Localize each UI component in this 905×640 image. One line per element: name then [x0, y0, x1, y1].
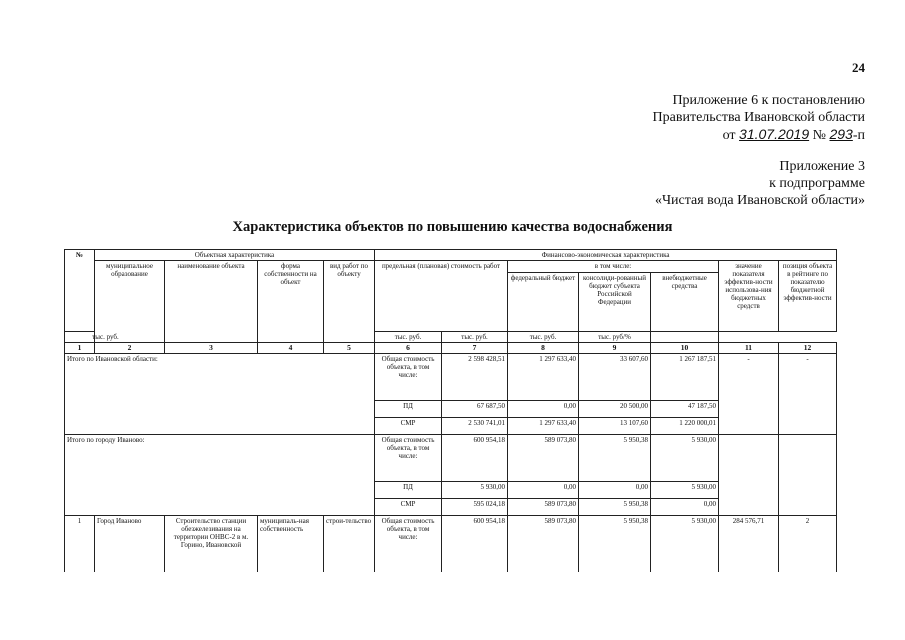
rating-header: позиция объекта в рейтинге по показателю бюджетной эффектив-ности: [779, 261, 837, 332]
col-num-6: 6: [375, 343, 442, 354]
indicator-cell: 284 576,71: [719, 516, 779, 573]
ownership-header: форма собственности на объект: [258, 261, 324, 343]
work-type-cell: Общая стоимость объекта, в том числе:: [375, 516, 442, 573]
cost-cell: 2 530 741,01: [442, 418, 508, 435]
financial-characteristic-header: Финансово-экономическая характеристика: [375, 250, 837, 261]
federal-budget-header: федеральный бюджет: [508, 273, 579, 332]
col-num-4: 4: [258, 343, 324, 354]
document-title: Характеристика объектов по повышению качества водоснабжения: [232, 219, 673, 235]
ownership-cell: муниципаль-ная собственность: [258, 516, 324, 573]
consolidated-cell: 5 950,38: [579, 499, 651, 516]
handwritten-number: 293: [829, 126, 853, 142]
cost-cell: 595 024,18: [442, 499, 508, 516]
table-header-row-1: [65, 250, 837, 261]
offbudget-header: внебюджетные средства: [651, 273, 719, 332]
col-num-1: 1: [65, 343, 95, 354]
consolidated-cell: 5 950,38: [579, 516, 651, 573]
col-num-9: 9: [579, 343, 651, 354]
city-total-label: Итого по городу Иваново:: [65, 435, 375, 516]
cost-cell: 5 930,00: [442, 482, 508, 499]
cost-cell: 600 954,18: [442, 516, 508, 573]
date-prefix: от: [722, 128, 736, 143]
work-kind-cell: строи-тельство: [324, 516, 375, 573]
appendix6-date-line: [653, 126, 865, 144]
object-characteristic-header: Объектная характеристика: [95, 250, 375, 261]
cost-header: предельная (плановая) стоимость работ: [375, 261, 508, 332]
appendix3-line1: Приложение 3: [779, 159, 865, 174]
cost-cell: 2 598 428,51: [442, 354, 508, 401]
col-num-11: 11: [719, 343, 779, 354]
including-header: в том числе:: [508, 261, 719, 273]
offbudget-cell: 0,00: [651, 499, 719, 516]
consolidated-cell: 33 607,60: [579, 354, 651, 401]
col-num-12: 12: [779, 343, 837, 354]
appendix3-line2: к подпрограмме: [769, 176, 865, 191]
consolidated-cell: 13 107,60: [579, 418, 651, 435]
appendix6-line2: Правительства Ивановской области: [652, 110, 865, 125]
col-num-10: 10: [651, 343, 719, 354]
federal-cell: 589 073,80: [508, 435, 579, 482]
municipal-cell: Город Иваново: [95, 516, 165, 573]
offbudget-cell: 5 930,00: [651, 435, 719, 482]
cost-cell: 600 954,18: [442, 435, 508, 482]
table-row: [65, 354, 837, 401]
appendix-3-header: [655, 158, 865, 209]
federal-cell: 0,00: [508, 401, 579, 418]
rating-cell: -: [779, 354, 837, 435]
work-type-cell: ПД: [375, 401, 442, 418]
objects-table: [64, 249, 837, 572]
municipal-header: муниципальное образование: [95, 261, 165, 343]
rating-cell: [779, 435, 837, 516]
indicator-cell: -: [719, 354, 779, 435]
unit-federal: тыс. руб.: [375, 332, 442, 343]
table-row: [65, 516, 837, 573]
offbudget-cell: 1 267 187,51: [651, 354, 719, 401]
table-header-row-2: [65, 261, 837, 273]
cost-cell: 67 687,50: [442, 401, 508, 418]
consolidated-cell: 20 500,00: [579, 401, 651, 418]
col-num-8: 8: [508, 343, 579, 354]
offbudget-cell: 5 930,00: [651, 516, 719, 573]
unit-offbudget: тыс. руб.: [508, 332, 579, 343]
indicator-header: значение показателя эффектив-ности использова-ния бюджетных средств: [719, 261, 779, 332]
number-prefix: №: [812, 128, 826, 143]
table-row: [65, 435, 837, 482]
indicator-cell: [719, 435, 779, 516]
work-type-header: вид работ по объекту: [324, 261, 375, 343]
unit-cost: тыс. руб.: [65, 332, 165, 343]
federal-cell: 589 073,80: [508, 499, 579, 516]
work-type-cell: СМР: [375, 418, 442, 435]
federal-cell: 1 297 633,40: [508, 354, 579, 401]
col-num-5: 5: [324, 343, 375, 354]
consolidated-cell: 0,00: [579, 482, 651, 499]
col-num-2: 2: [95, 343, 165, 354]
handwritten-date: 31.07.2019: [739, 126, 810, 142]
number-suffix: -п: [852, 128, 865, 143]
federal-cell: 0,00: [508, 482, 579, 499]
work-type-cell: ПД: [375, 482, 442, 499]
item-no-cell: 1: [65, 516, 95, 573]
object-name-cell: Строительство станции обезжелезивания на территории ОНВС-2 в м. Горино, Ивановской: [165, 516, 258, 573]
federal-cell: 589 073,80: [508, 516, 579, 573]
col-num-3: 3: [165, 343, 258, 354]
work-type-cell: СМР: [375, 499, 442, 516]
offbudget-cell: 47 187,50: [651, 401, 719, 418]
federal-cell: 1 297 633,40: [508, 418, 579, 435]
work-type-cell: Общая стоимость объекта, в том числе:: [375, 354, 442, 401]
work-type-cell: Общая стоимость объекта, в том числе:: [375, 435, 442, 482]
object-name-header: наименование объекта: [165, 261, 258, 343]
offbudget-cell: 1 220 000,01: [651, 418, 719, 435]
col-no-header: №: [65, 250, 95, 332]
offbudget-cell: 5 930,00: [651, 482, 719, 499]
unit-indicator: тыс. руб/%: [579, 332, 651, 343]
appendix6-line1: Приложение 6 к постановлению: [672, 93, 865, 108]
unit-rating-empty: [651, 332, 719, 343]
page-number: 24: [852, 60, 865, 75]
consolidated-cell: 5 950,38: [579, 435, 651, 482]
unit-consolidated: тыс. руб.: [442, 332, 508, 343]
appendix-6-header: [653, 92, 865, 144]
rating-cell: 2: [779, 516, 837, 573]
column-numbers-row: [65, 343, 837, 354]
appendix3-line3: «Чистая вода Ивановской области»: [654, 193, 865, 208]
consolidated-budget-header: консолиди-рованный бюджет субъекта Российской Федерации: [579, 273, 651, 332]
region-total-label: Итого по Ивановской области:: [65, 354, 375, 435]
col-num-7: 7: [442, 343, 508, 354]
